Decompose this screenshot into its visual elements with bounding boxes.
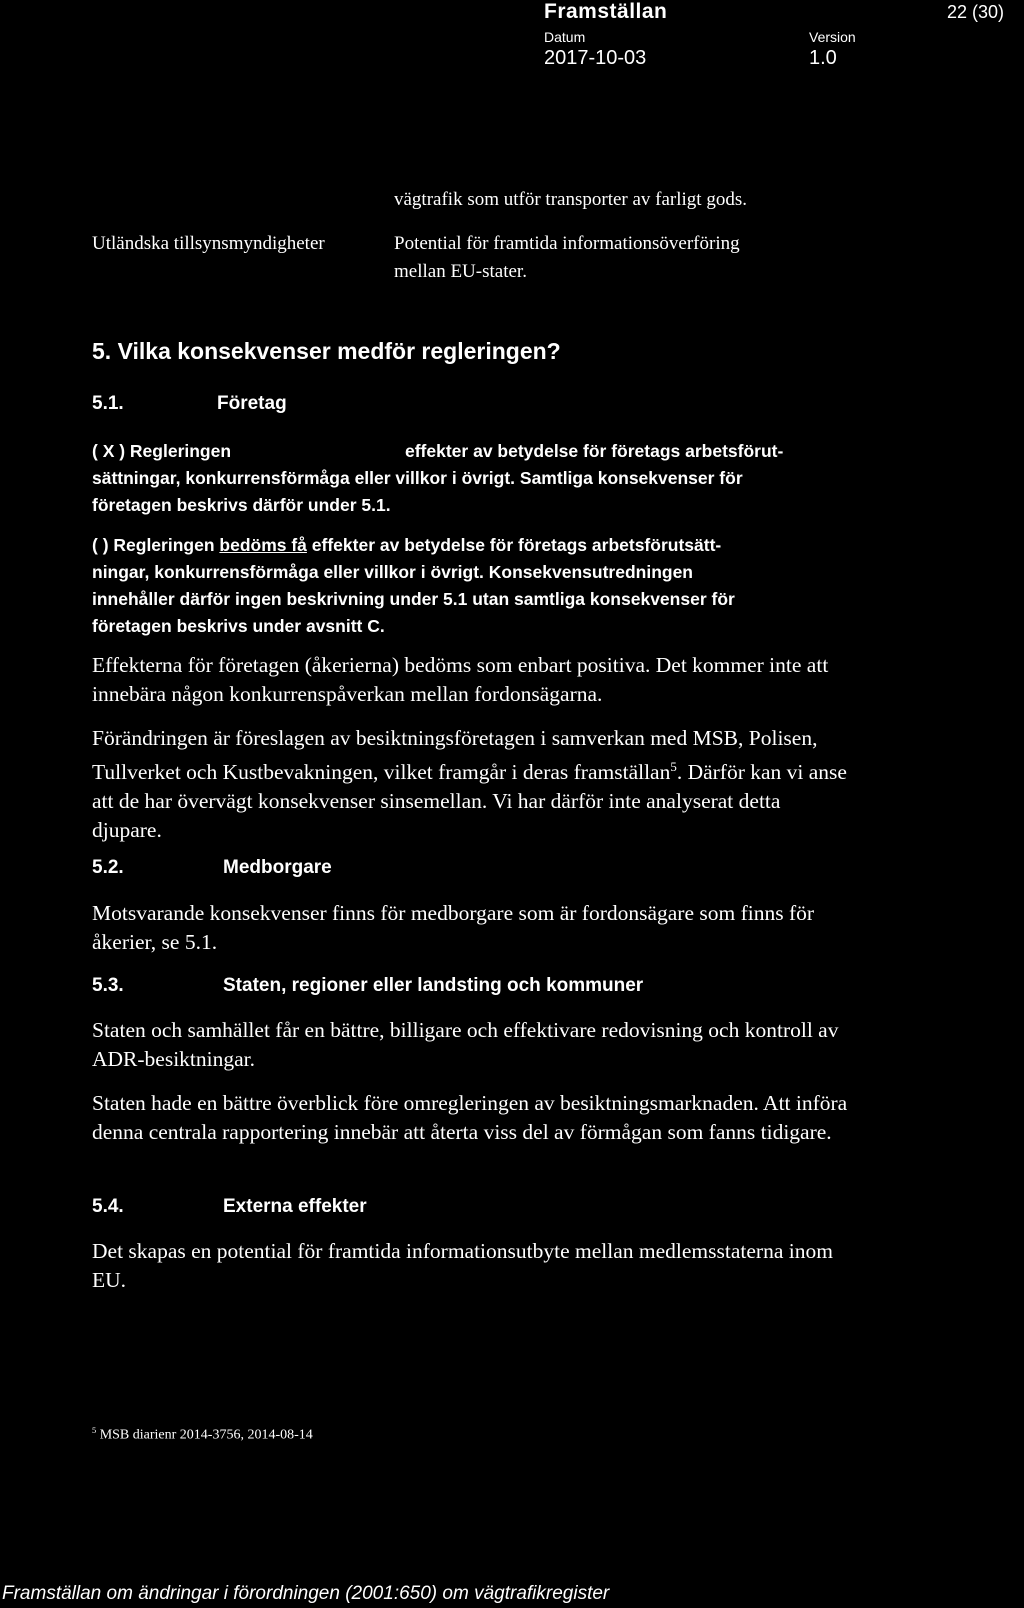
subsection-title: Medborgare — [223, 857, 332, 878]
date-label: Datum — [544, 29, 586, 45]
option-text-line: ningar, konkurrensförmåga eller villkor i övrigt. Konsekvensutredningen — [92, 562, 693, 582]
option-text-line: företagen beskrivs därför under 5.1. — [92, 495, 391, 515]
paragraph: Motsvarande konsekvenser finns för medborgare som är fordonsägare som finns för åkerier, se 5.1. — [92, 901, 815, 954]
footnote-text: MSB diarienr 2014-3756, 2014-08-14 — [96, 1427, 313, 1443]
option-text: effekter av betydelse för företags arbetsförutsätt- — [311, 535, 722, 555]
paragraph: Effekterna för företagen (åkerierna) bedöms som enbart positiva. Det kommer inte att innebära någon konkurrenspåverkan mellan fordonsägarna. — [92, 653, 829, 706]
document-title: Framställan — [544, 0, 668, 23]
version-label: Version — [809, 29, 856, 45]
subsection-title: Staten, regioner eller landsting och kommuner — [223, 975, 644, 996]
page-footer: Framställan om ändringar i förordningen (2001:650) om vägtrafikregister — [2, 1583, 610, 1604]
subsection-number: 5.3. — [92, 975, 124, 996]
option-text-line: företagen beskrivs under avsnitt C. — [92, 616, 385, 636]
option-mark: ( X ) Regleringen — [92, 441, 232, 461]
table-cell-effect-line1: Potential för framtida informationsöverföring — [394, 233, 740, 254]
table-cell-actor: Utländska tillsynsmyndigheter — [92, 233, 325, 254]
footnote-ref[interactable]: 5 — [670, 760, 677, 774]
version-value: 1.0 — [809, 47, 837, 69]
paragraph: Staten och samhället får en bättre, billigare och effektivare redovisning och kontroll av ADR-besiktningar. — [92, 1018, 839, 1071]
paragraph: Det skapas en potential för framtida informationsutbyte mellan medlemsstaterna inom EU. — [92, 1239, 833, 1292]
paragraph-text: Förändringen är föreslagen av besiktningsföretagen i samverkan med MSB, Polisen, Tullverket och Kustbevakningen, vilket framgår i deras framställan — [92, 726, 818, 785]
option-text-line: innehåller därför ingen beskrivning under 5.1 utan samtliga konsekvenser för — [92, 589, 735, 609]
option-mark: ( ) Regleringen — [92, 535, 215, 555]
page-number: 22 (30) — [947, 2, 1005, 22]
footnote — [92, 1426, 313, 1444]
section-heading: 5. Vilka konsekvenser medför regleringen? — [92, 338, 561, 364]
subsection-number: 5.2. — [92, 857, 124, 878]
paragraph — [92, 724, 852, 845]
subsection-number: 5.1. — [92, 393, 124, 414]
paragraph-text: . Därför kan vi anse att de har övervägt konsekvenser sinsemellan. Vi har därför inte analyserat detta djupare. — [92, 760, 847, 843]
table-cell-effect-prev: vägtrafik som utför transporter av farligt gods. — [394, 189, 747, 210]
date-value: 2017-10-03 — [544, 47, 647, 69]
option-text-line: effekter av betydelse för företags arbetsförut- — [405, 441, 784, 461]
table-cell-effect-line2: mellan EU-stater. — [394, 261, 527, 282]
option-text-line: sättningar, konkurrensförmåga eller villkor i övrigt. Samtliga konsekvenser för — [92, 468, 743, 488]
footnote-number: 5 — [92, 1426, 97, 1435]
paragraph: Staten hade en bättre överblick före omregleringen av besiktningsmarknaden. Att införa denna centrala rapportering innebär att återta viss del av förmågan som fanns tidigare. — [92, 1091, 848, 1144]
option-underlined: bedöms få — [219, 535, 307, 555]
subsection-title: Företag — [217, 393, 287, 414]
subsection-title: Externa effekter — [223, 1196, 367, 1217]
option-unchecked — [92, 532, 721, 559]
subsection-number: 5.4. — [92, 1196, 124, 1217]
